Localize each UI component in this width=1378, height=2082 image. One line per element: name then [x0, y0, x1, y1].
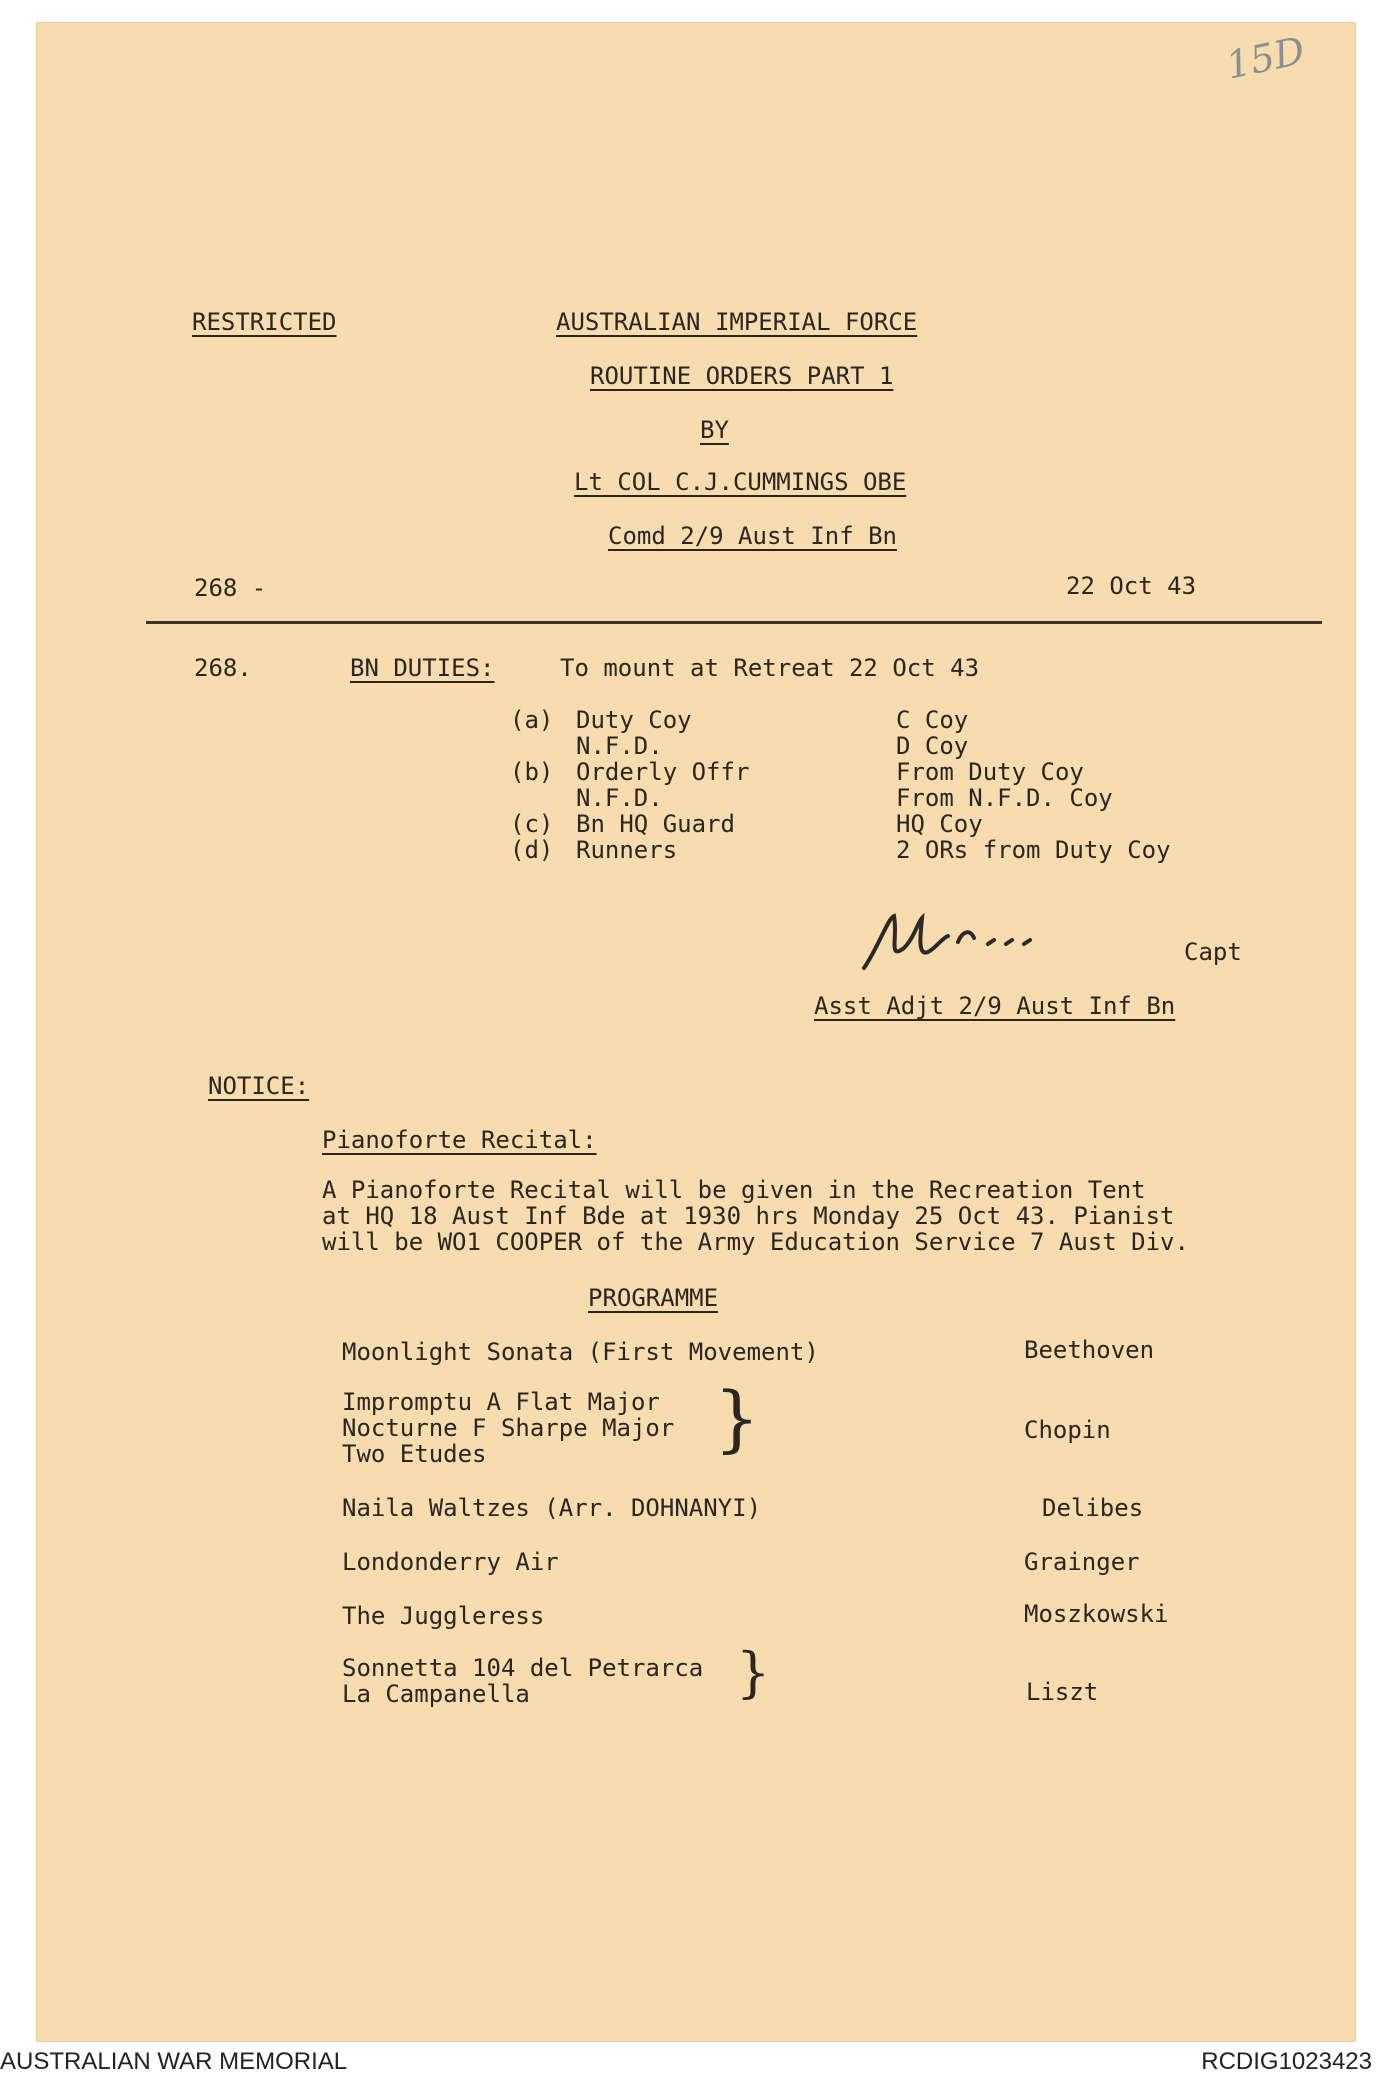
- order-date: 22 Oct 43: [1066, 572, 1197, 600]
- programme-piece: Two Etudes: [342, 1440, 487, 1468]
- duty-name: N.F.D.: [576, 784, 663, 812]
- duty-name: Orderly Offr: [576, 758, 750, 786]
- duty-detail: 2 ORs from Duty Coy: [896, 836, 1171, 864]
- header-title-line-5: Comd 2/9 Aust Inf Bn: [608, 522, 897, 550]
- header-divider: [146, 621, 1322, 624]
- notice-body-line: A Pianoforte Recital will be given in the Recreation Tent: [322, 1176, 1146, 1204]
- footer-source: AUSTRALIAN WAR MEMORIAL: [0, 2048, 348, 2075]
- duty-name: Bn HQ Guard: [576, 810, 735, 838]
- header-title-line-4: Lt COL C.J.CUMMINGS OBE: [574, 468, 907, 496]
- notice-subheading: Pianoforte Recital:: [322, 1126, 597, 1154]
- duty-detail: C Coy: [896, 706, 969, 734]
- header-title-line-2: ROUTINE ORDERS PART 1: [590, 362, 894, 390]
- signatory-rank: Capt: [1184, 938, 1242, 966]
- duties-intro: To mount at Retreat 22 Oct 43: [560, 654, 980, 682]
- programme-piece: Nocturne F Sharpe Major: [342, 1414, 675, 1442]
- programme-composer: Moszkowski: [1024, 1600, 1169, 1628]
- programme-piece: La Campanella: [342, 1680, 530, 1708]
- programme-composer: Delibes: [1042, 1494, 1144, 1522]
- notice-heading: NOTICE:: [208, 1072, 310, 1100]
- duties-item-number: 268.: [194, 654, 252, 682]
- programme-piece: Naila Waltzes (Arr. DOHNANYI): [342, 1494, 762, 1522]
- notice-body-line: will be WO1 COOPER of the Army Education Service 7 Aust Div.: [322, 1228, 1189, 1256]
- programme-composer: Grainger: [1024, 1548, 1140, 1576]
- programme-piece: Londonderry Air: [342, 1548, 559, 1576]
- programme-piece: Moonlight Sonata (First Movement): [342, 1338, 819, 1366]
- programme-piece: Impromptu A Flat Major: [342, 1388, 660, 1416]
- header-title-line-3: BY: [700, 416, 729, 444]
- duty-letter: (d): [510, 836, 554, 864]
- duty-detail: From N.F.D. Coy: [896, 784, 1113, 812]
- handwritten-signature: [858, 908, 1048, 978]
- duty-letter: (b): [510, 758, 554, 786]
- notice-body-line: at HQ 18 Aust Inf Bde at 1930 hrs Monday 25 Oct 43. Pianist: [322, 1202, 1175, 1230]
- programme-composer: Beethoven: [1024, 1336, 1155, 1364]
- duty-name: N.F.D.: [576, 732, 663, 760]
- folio-annotation: 15D: [1222, 28, 1309, 88]
- order-number: 268 -: [194, 574, 267, 602]
- programme-piece: Sonnetta 104 del Petrarca: [342, 1654, 704, 1682]
- duty-name: Runners: [576, 836, 678, 864]
- footer-catalogue-id: RCDIG1023423: [1201, 2048, 1372, 2075]
- duties-heading: BN DUTIES:: [350, 654, 495, 682]
- programme-heading: PROGRAMME: [588, 1284, 719, 1312]
- header-title-line-1: AUSTRALIAN IMPERIAL FORCE: [556, 308, 918, 336]
- duty-name: Duty Coy: [576, 706, 692, 734]
- duty-detail: HQ Coy: [896, 810, 983, 838]
- group-brace: }: [714, 1376, 760, 1460]
- duty-detail: D Coy: [896, 732, 969, 760]
- signatory-title: Asst Adjt 2/9 Aust Inf Bn: [814, 992, 1176, 1020]
- duty-letter: (a): [510, 706, 554, 734]
- programme-composer: Chopin: [1024, 1416, 1111, 1444]
- programme-piece: The Juggleress: [342, 1602, 545, 1630]
- duty-letter: (c): [510, 810, 554, 838]
- duty-detail: From Duty Coy: [896, 758, 1084, 786]
- programme-composer: Liszt: [1026, 1678, 1099, 1706]
- group-brace: }: [736, 1641, 771, 1704]
- restricted-label: RESTRICTED: [192, 308, 337, 336]
